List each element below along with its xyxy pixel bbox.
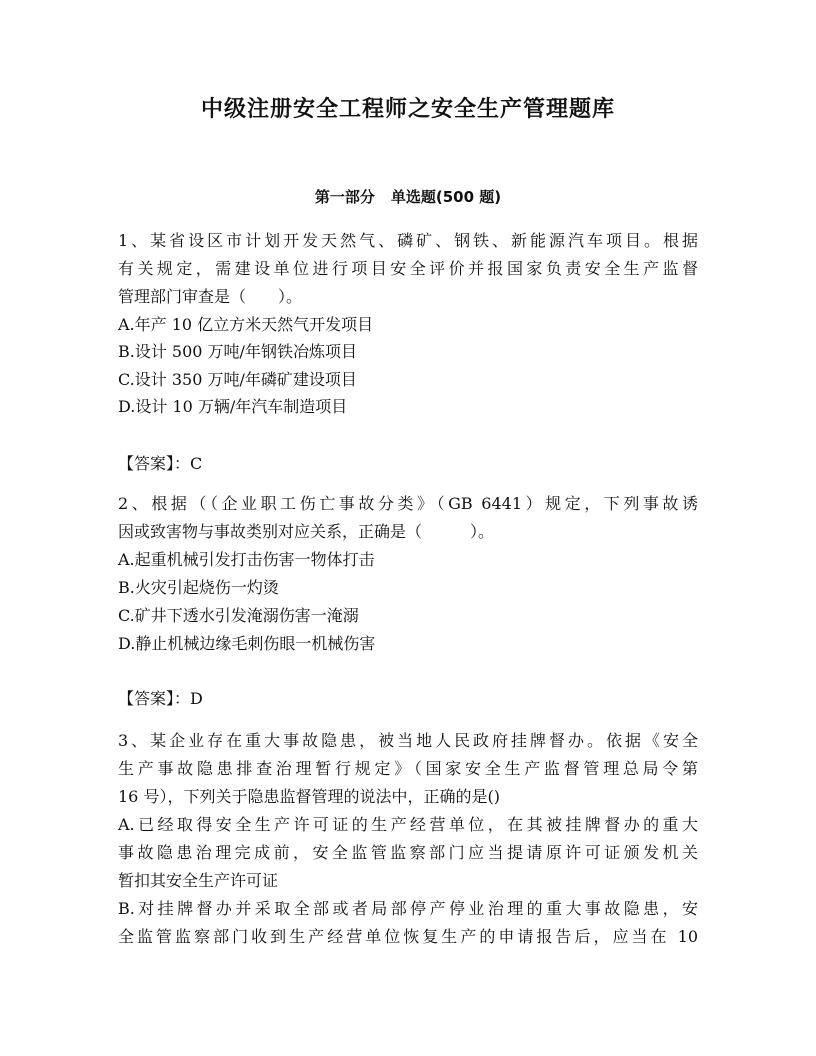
question-3-option-b-line-2: 全监管监察部门收到生产经营单位恢复生产的申请报告后，应当在 10	[118, 927, 698, 946]
question-1-stem-line-1: 1、某省设区市计划开发天然气、磷矿、钢铁、新能源汽车项目。根据	[118, 231, 698, 250]
question-3-stem-line-3: 16 号），下列关于隐患监督管理的说法中，正确的是()	[118, 787, 500, 806]
question-2-option-a: A.起重机械引发打击伤害一物体打击	[118, 550, 375, 569]
question-3-option-a-line-3: 暂扣其安全生产许可证	[118, 871, 279, 890]
question-3-stem-line-2: 生产事故隐患排查治理暂行规定》（国家安全生产监督管理总局令第	[118, 759, 698, 778]
question-2-stem-line-2: 因或致害物与事故类别对应关系，正确是（ ）。	[118, 522, 495, 541]
question-2-option-c: C.矿井下透水引发淹溺伤害一淹溺	[118, 606, 359, 625]
question-3-option-a-line-1: A.已经取得安全生产许可证的生产经营单位，在其被挂牌督办的重大	[118, 815, 698, 834]
question-1-option-a: A.年产 10 亿立方米天然气开发项目	[118, 315, 374, 334]
question-1-option-d: D.设计 10 万辆/年汽车制造项目	[118, 397, 348, 416]
question-1-stem-line-3: 管理部门审查是（ ）。	[118, 287, 303, 306]
question-2-answer: 【答案】：D	[118, 689, 203, 708]
question-1-option-c: C.设计 350 万吨/年磷矿建设项目	[118, 370, 357, 389]
question-3-option-b-line-1: B.对挂牌督办并采取全部或者局部停产停业治理的重大事故隐患，安	[118, 899, 698, 918]
question-1-answer: 【答案】：C	[118, 454, 203, 473]
section-heading	[0, 186, 816, 207]
question-1-option-b: B.设计 500 万吨/年钢铁冶炼项目	[118, 342, 357, 361]
question-2-stem-line-1: 2、根据（（企业职工伤亡事故分类》（GB 6441）规定，下列事故诱	[118, 494, 698, 513]
question-2-option-b: B.火灾引起烧伤一灼烫	[118, 578, 279, 597]
section-name: 单选题(500 题)	[390, 188, 502, 206]
question-2-option-d: D.静止机械边缘毛刺伤眼一机械伤害	[118, 634, 376, 653]
question-1-stem-line-2: 有关规定，需建设单位进行项目安全评价并报国家负责安全生产监督	[118, 259, 698, 278]
question-3-stem-line-1: 3、某企业存在重大事故隐患，被当地人民政府挂牌督办。依据《安全	[118, 731, 698, 750]
document-title: 中级注册安全工程师之安全生产管理题库	[200, 97, 615, 122]
question-3-option-a-line-2: 事故隐患治理完成前，安全监管监察部门应当提请原许可证颁发机关	[118, 843, 698, 862]
section-part: 第一部分	[314, 188, 375, 206]
